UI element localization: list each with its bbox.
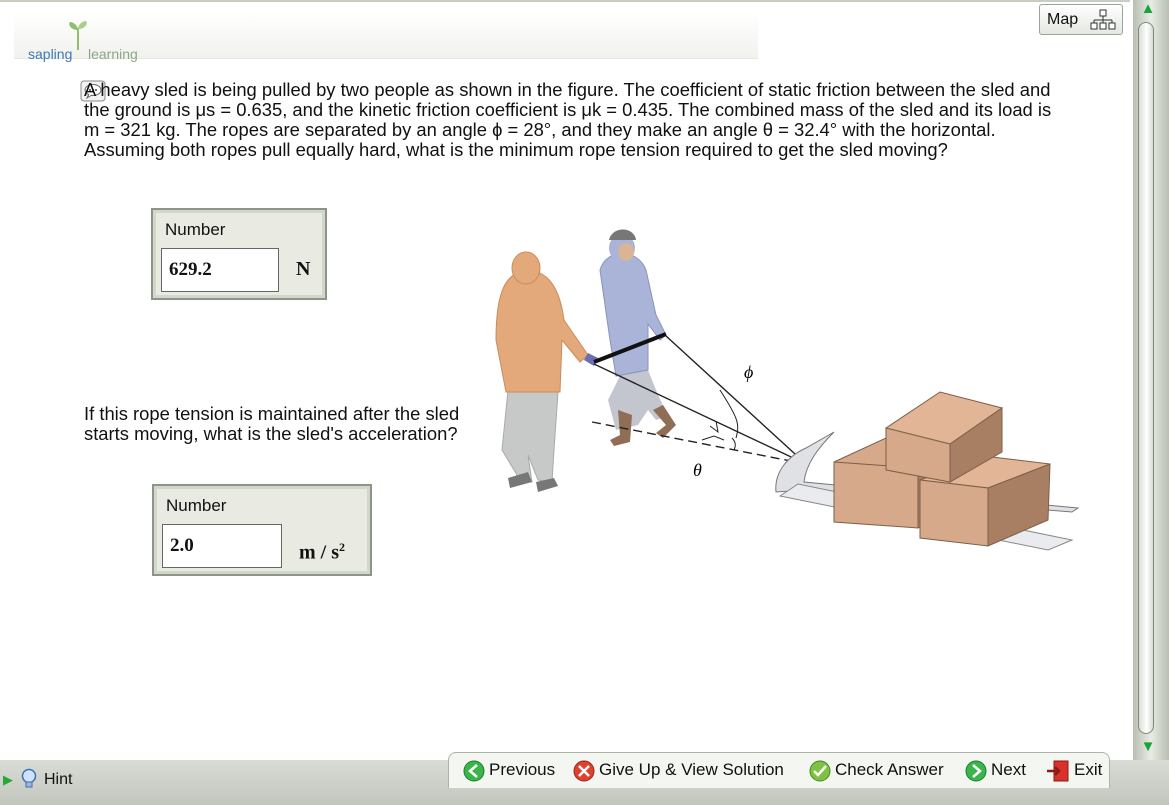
next-label: Next [991,760,1026,779]
phi-label: ϕ [744,362,754,382]
rope-upper [666,336,806,464]
question-part2-text: If this rope tension is maintained after the sled starts moving, what is the sled's acceleration? [84,403,460,444]
answer-label: Number [166,496,227,515]
give-up-label: Give Up & View Solution [599,760,784,779]
acceleration-unit [299,540,345,565]
logo-band [14,12,758,62]
answer-box-acceleration [152,484,372,576]
check-answer-label: Check Answer [835,760,944,779]
lightbulb-icon [20,768,38,790]
previous-arrow-icon [463,760,485,782]
sled-figure [488,220,1088,560]
acceleration-unit-exp: 2 [339,540,345,554]
question-text: A heavy sled is being pulled by two people as shown in the figure. The coefficient of static friction between the sled and the ground is μs = 0.635, and the kinetic friction coefficient is μk = 0.435. The combined mass of the sled and its load is m = 321 kg. The ropes are separated by an angle ϕ = 28°, and they make an angle θ = 32.4° with the horizontal. Assuming both ropes pull equally hard, what is the minimum rope tension required to get the sled moving? [84,79,1052,160]
sitemap-icon [1090,8,1116,32]
next-arrow-icon [965,760,987,782]
logo-text-sapling: sapling [28,46,73,62]
person-back-figure [600,230,676,447]
give-up-x-icon [573,760,595,782]
play-arrow-icon: ▶ [3,772,13,787]
acceleration-unit-base: m / s [299,541,339,564]
scrollbar-thumb[interactable] [1138,22,1154,734]
theta-label: θ [693,460,702,480]
theta-arrow-icon [702,436,724,440]
acceleration-input[interactable]: 2.0 [162,524,282,568]
exit-door-icon [1046,760,1070,782]
theta-arc [732,438,735,450]
cargo-boxes [834,392,1050,546]
answer-label: Number [165,220,226,239]
logo-text-learning: learning [88,46,138,62]
tension-unit: N [296,258,311,280]
map-button[interactable] [1039,4,1123,35]
map-label: Map [1047,11,1079,28]
navigation-bar [448,752,1110,788]
scroll-up-arrow-icon[interactable]: ▲ [1140,0,1156,17]
check-mark-icon [809,760,831,782]
answer-box-tension [151,208,327,300]
exit-label: Exit [1074,760,1103,779]
scroll-down-arrow-icon[interactable]: ▼ [1140,738,1156,755]
person-front-figure [496,252,598,492]
previous-label: Previous [489,760,556,779]
tension-input[interactable]: 629.2 [161,248,279,292]
phi-arrow-icon [710,421,718,432]
hint-label: Hint [44,771,73,788]
